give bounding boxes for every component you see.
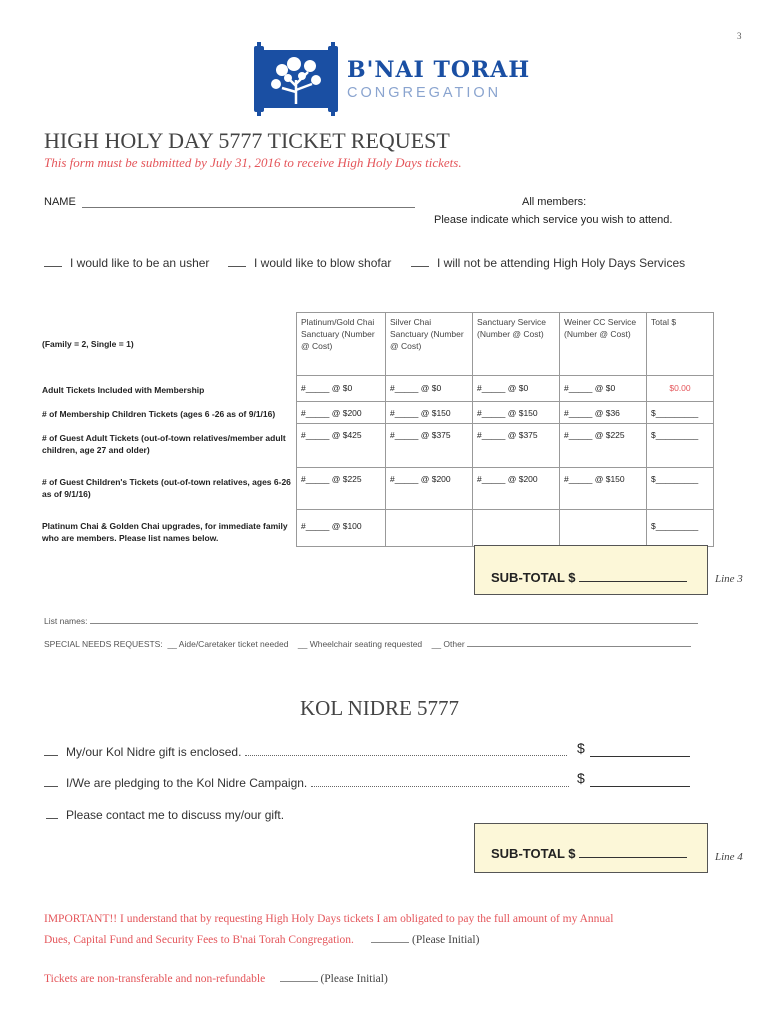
logo-subtitle: CONGREGATION (347, 85, 502, 101)
ticket-entry[interactable]: #_____ @ $150 (386, 402, 473, 424)
ticket-entry[interactable]: #_____ @ $150 (473, 402, 560, 424)
header-sanctuary: Sanctuary Service (Number @ Cost) (473, 313, 560, 376)
ticket-entry[interactable]: #_____ @ $0 (560, 376, 647, 402)
ticket-entry (386, 510, 473, 547)
contact-checkbox[interactable] (46, 810, 58, 819)
list-names-field[interactable] (90, 615, 698, 624)
special-needs-row (44, 638, 691, 649)
pledge-label: I/We are pledging to the Kol Nidre Campaign. (66, 776, 308, 790)
header-silver: Silver Chai Sanctuary (Number @ Cost) (386, 313, 473, 376)
line-tag: Line 4 (715, 851, 743, 863)
table-row (38, 376, 714, 402)
ticket-entry[interactable]: #_____ @ $425 (297, 424, 386, 468)
ticket-entry[interactable]: #_____ @ $0 (297, 376, 386, 402)
initial-label: (Please Initial) (320, 973, 388, 985)
ticket-entry[interactable]: #_____ @ $36 (560, 402, 647, 424)
page-number: 3 (737, 31, 742, 41)
important-line-1: IMPORTANT!! I understand that by requesting High Holy Days tickets I am obligated to pay the full amount of my Annual (44, 913, 614, 925)
header-total: Total $ (647, 313, 714, 376)
ticket-entry[interactable]: #_____ @ $200 (473, 468, 560, 510)
header-weiner: Weiner CC Service (Number @ Cost) (560, 313, 647, 376)
row-label: # of Guest Adult Tickets (out-of-town relatives/member adult children, age 27 and older) (42, 432, 286, 455)
ticket-table (38, 312, 714, 547)
shofar-checkbox[interactable] (228, 258, 246, 267)
row-total[interactable]: $_________ (647, 468, 714, 510)
table-row (38, 424, 714, 468)
other-option[interactable]: __ Other (431, 639, 465, 649)
row-label: # of Membership Children Tickets (ages 6 -26 as of 9/1/16) (42, 408, 276, 419)
ticket-entry[interactable]: #_____ @ $225 (560, 424, 647, 468)
ticket-entry[interactable]: #_____ @ $0 (386, 376, 473, 402)
kol-gift-enclosed-row[interactable] (44, 745, 567, 759)
other-field[interactable] (467, 638, 691, 647)
name-field[interactable] (82, 207, 415, 208)
ticket-entry[interactable]: #_____ @ $375 (473, 424, 560, 468)
ticket-entry (473, 510, 560, 547)
special-needs-label: SPECIAL NEEDS REQUESTS: (44, 639, 163, 649)
page-title: HIGH HOLY DAY 5777 TICKET REQUEST (44, 128, 450, 153)
wheelchair-option[interactable]: __ Wheelchair seating requested (297, 639, 423, 649)
ticket-entry[interactable]: #_____ @ $100 (297, 510, 386, 547)
ticket-initial-field[interactable] (280, 973, 318, 982)
pledge-checkbox[interactable] (44, 778, 58, 787)
row-total: $0.00 (647, 376, 714, 402)
non-transferable-note: Tickets are non-transferable and non-refundable (44, 973, 266, 985)
gift-enclosed-checkbox[interactable] (44, 747, 58, 756)
gift-enclosed-amount[interactable] (590, 756, 690, 757)
dot-leader (311, 777, 569, 787)
subtotal-label: SUB-TOTAL $ (491, 570, 576, 585)
ticket-entry[interactable]: #_____ @ $200 (386, 468, 473, 510)
shofar-option[interactable] (228, 256, 391, 270)
table-row (38, 468, 714, 510)
gift-enclosed-label: My/our Kol Nidre gift is enclosed. (66, 745, 242, 759)
usher-label: I would like to be an usher (70, 256, 210, 270)
kol-nidre-title: KOL NIDRE 5777 (300, 696, 460, 720)
initial-label: (Please Initial) (412, 934, 480, 946)
kol-pledge-row[interactable] (44, 776, 569, 790)
line-tag: Line 3 (715, 573, 743, 585)
not-attending-option[interactable] (411, 256, 685, 270)
ticket-entry[interactable]: #_____ @ $150 (560, 468, 647, 510)
ticket-entry[interactable]: #_____ @ $225 (297, 468, 386, 510)
row-label: # of Guest Children's Tickets (out-of-town relatives, ages 6-26 as of 9/1/16) (42, 476, 291, 499)
header-platinum: Platinum/Gold Chai Sanctuary (Number @ Cost) (297, 313, 386, 376)
pledge-amount[interactable] (590, 786, 690, 787)
ticket-entry[interactable]: #_____ @ $375 (386, 424, 473, 468)
ticket-entry (560, 510, 647, 547)
usher-checkbox[interactable] (44, 258, 62, 267)
row-total[interactable]: $_________ (647, 510, 714, 547)
row-label: Adult Tickets Included with Membership (42, 384, 205, 395)
ticket-entry[interactable]: #_____ @ $200 (297, 402, 386, 424)
not-attending-checkbox[interactable] (411, 258, 429, 267)
members-instruction: Please indicate which service you wish to attend. (434, 214, 673, 226)
usher-option[interactable] (44, 256, 209, 270)
dollar-sign: $ (577, 770, 585, 786)
torah-scroll-tree-icon (252, 42, 340, 116)
subtotal-field[interactable] (579, 847, 687, 858)
members-heading: All members: (522, 196, 587, 208)
dollar-sign: $ (577, 740, 585, 756)
list-names-row (44, 615, 698, 626)
logo-name: B'NAI TORAH (347, 57, 531, 83)
subtotal-box (474, 545, 708, 595)
table-header-row (38, 313, 714, 376)
subtotal-box (474, 823, 708, 873)
row-total[interactable]: $_________ (647, 402, 714, 424)
not-attending-label: I will not be attending High Holy Days Services (437, 256, 686, 270)
family-note: (Family = 2, Single = 1) (42, 339, 134, 349)
row-label: Platinum Chai & Golden Chai upgrades, for immediate family who are members. Please list names below. (42, 520, 288, 543)
subtotal-field[interactable] (579, 571, 687, 582)
ticket-entry[interactable]: #_____ @ $0 (473, 376, 560, 402)
subtotal-label: SUB-TOTAL $ (491, 846, 576, 861)
name-label: NAME (44, 196, 76, 208)
deadline-note: This form must be submitted by July 31, 2016 to receive High Holy Days tickets. (44, 155, 462, 170)
table-row (38, 510, 714, 547)
list-names-label: List names: (44, 616, 88, 626)
shofar-label: I would like to blow shofar (254, 256, 392, 270)
important-line-2: Dues, Capital Fund and Security Fees to B'nai Torah Congregation. (44, 934, 354, 946)
row-total[interactable]: $_________ (647, 424, 714, 468)
dues-initial-field[interactable] (371, 934, 409, 943)
important-notice (44, 909, 724, 990)
dot-leader (245, 746, 567, 756)
contact-label: Please contact me to discuss my/our gift. (66, 808, 285, 822)
kol-contact-row[interactable] (46, 808, 284, 822)
aide-option[interactable]: __ Aide/Caretaker ticket needed (167, 639, 289, 649)
table-row (38, 402, 714, 424)
